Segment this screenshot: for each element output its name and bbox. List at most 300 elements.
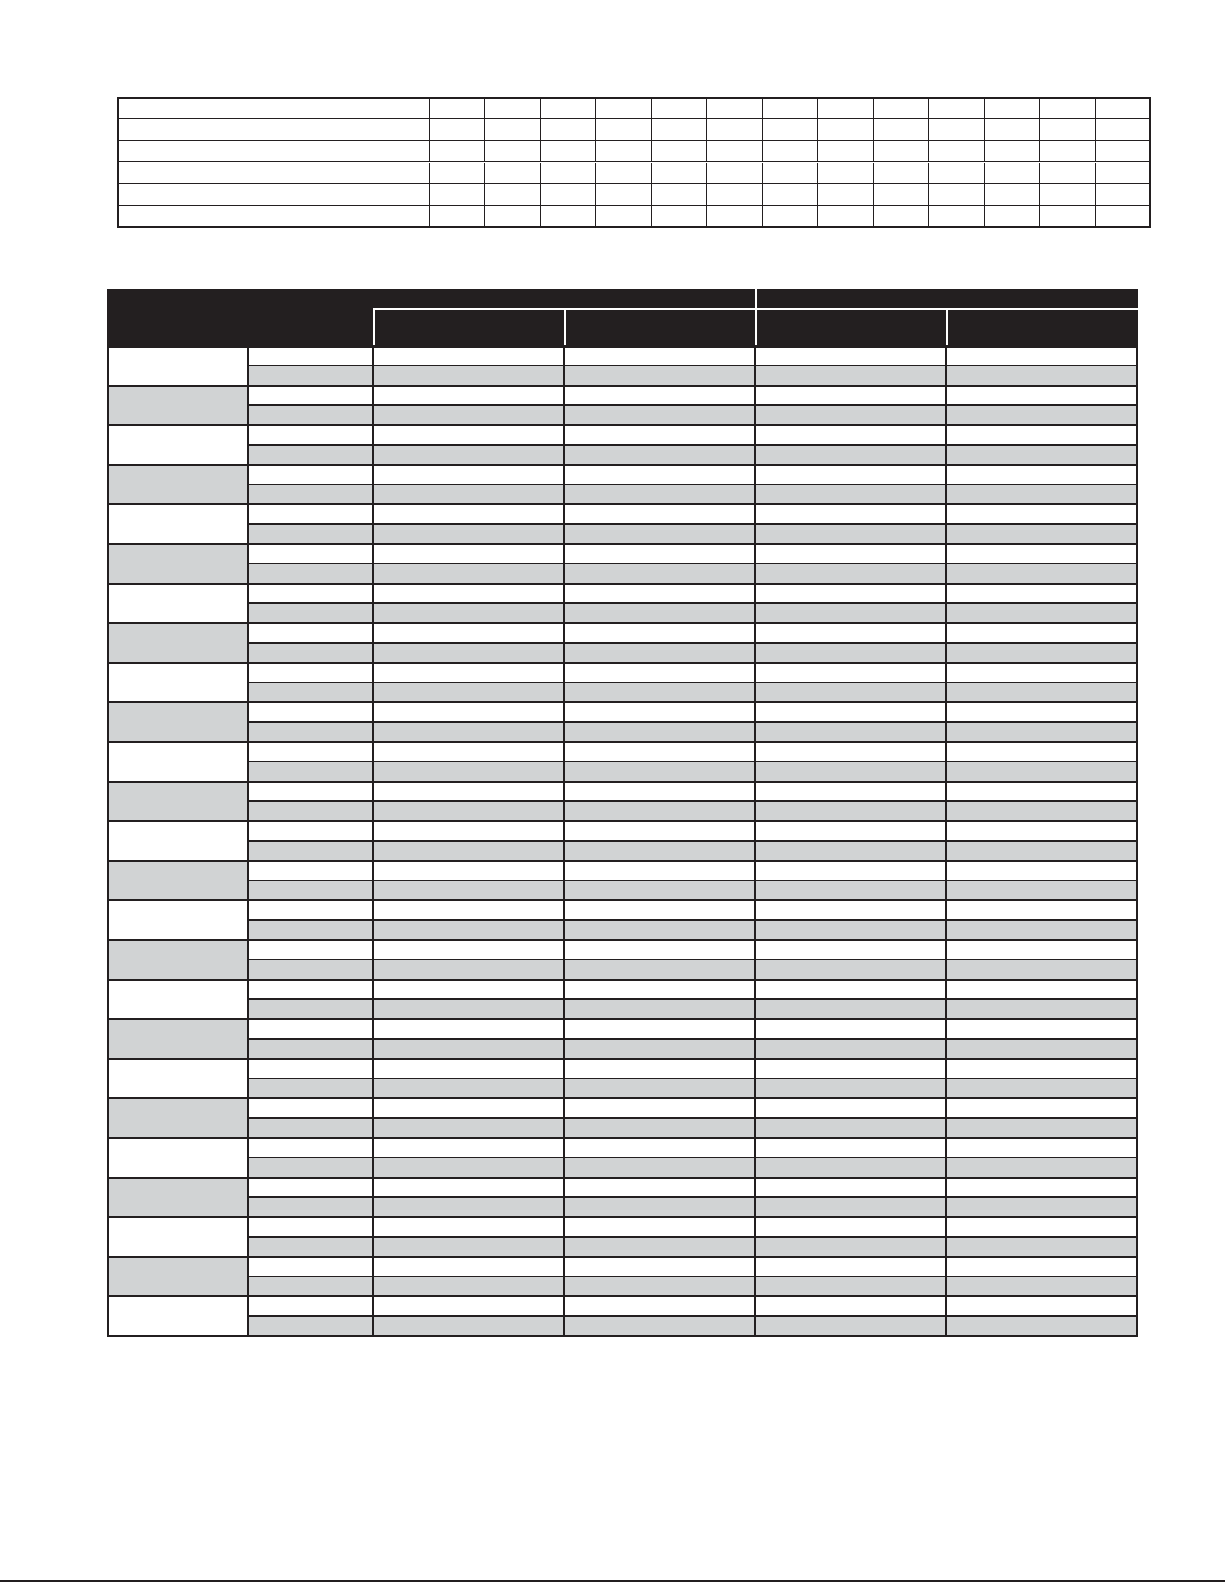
- table-cell: [373, 643, 564, 663]
- table-cell: [373, 405, 564, 425]
- group-rule: [107, 345, 1138, 347]
- table-cell: [755, 1079, 946, 1099]
- top-grid-cell: [596, 206, 651, 228]
- group-label-cell: [107, 980, 248, 1020]
- table-cell: [373, 623, 564, 643]
- top-grid-cell: [485, 184, 540, 206]
- table-cell: [248, 1217, 373, 1237]
- table-cell: [564, 742, 755, 762]
- group-label-cell: [107, 425, 248, 465]
- top-grid-cell: [707, 97, 762, 119]
- table-cell: [946, 1118, 1138, 1138]
- group-rule: [107, 820, 1138, 822]
- table-cell: [373, 940, 564, 960]
- table-cell: [755, 1296, 946, 1316]
- table-cell: [564, 564, 755, 584]
- group-label-cell: [107, 1019, 248, 1059]
- table-cell: [248, 980, 373, 1000]
- top-grid-cell: [874, 184, 929, 206]
- top-grid-cell: [652, 184, 707, 206]
- group-rule: [107, 1018, 1138, 1020]
- table-cell: [946, 782, 1138, 802]
- table-cell: [946, 1296, 1138, 1316]
- column-rule: [247, 346, 249, 1336]
- header-separator: [755, 289, 757, 346]
- table-cell: [946, 504, 1138, 524]
- group-label-cell: [107, 504, 248, 544]
- top-grid-cell: [763, 119, 818, 141]
- top-grid-cell: [652, 119, 707, 141]
- row-rule: [248, 365, 1138, 367]
- table-cell: [564, 1257, 755, 1277]
- table-cell: [946, 722, 1138, 742]
- row-rule: [248, 1315, 1138, 1317]
- table-cell: [755, 940, 946, 960]
- table-cell: [755, 722, 946, 742]
- table-cell: [373, 722, 564, 742]
- group-rule: [107, 741, 1138, 743]
- table-cell: [373, 841, 564, 861]
- table-cell: [946, 821, 1138, 841]
- group-label-cell: [107, 544, 248, 584]
- table-cell: [564, 920, 755, 940]
- table-cell: [248, 1277, 373, 1297]
- group-rule: [107, 1177, 1138, 1179]
- table-cell: [946, 386, 1138, 406]
- table-cell: [564, 762, 755, 782]
- group-rule: [107, 781, 1138, 783]
- table-cell: [248, 584, 373, 604]
- table-cell: [373, 861, 564, 881]
- table-cell: [248, 1098, 373, 1118]
- table-cell: [373, 900, 564, 920]
- top-grid-cell: [874, 206, 929, 228]
- top-grid-cell: [929, 163, 984, 185]
- table-cell: [564, 1098, 755, 1118]
- table-cell: [373, 683, 564, 703]
- table-cell: [564, 722, 755, 742]
- table-cell: [755, 584, 946, 604]
- group-label-cell: [107, 702, 248, 742]
- top-grid-cell: [929, 184, 984, 206]
- table-cell: [946, 801, 1138, 821]
- table-cell: [564, 1019, 755, 1039]
- group-rule: [107, 424, 1138, 426]
- header-group-b: [755, 289, 1138, 308]
- row-rule: [248, 602, 1138, 604]
- table-cell: [564, 1316, 755, 1336]
- table-cell: [755, 623, 946, 643]
- table-cell: [564, 683, 755, 703]
- table-cell: [373, 1098, 564, 1118]
- top-grid-table: [117, 97, 1161, 230]
- table-cell: [373, 1178, 564, 1198]
- table-cell: [248, 920, 373, 940]
- top-grid-cell: [929, 97, 984, 119]
- table-cell: [946, 861, 1138, 881]
- column-rule: [754, 346, 756, 1336]
- table-cell: [248, 801, 373, 821]
- group-label-cell: [107, 1257, 248, 1297]
- top-grid-cell: [541, 206, 596, 228]
- table-cell: [564, 900, 755, 920]
- top-grid-label-cell: [117, 163, 430, 185]
- table-cell: [755, 980, 946, 1000]
- table-cell: [755, 564, 946, 584]
- table-cell: [755, 782, 946, 802]
- group-rule: [107, 939, 1138, 941]
- top-grid-cell: [1040, 184, 1095, 206]
- group-rule: [107, 662, 1138, 664]
- table-cell: [564, 584, 755, 604]
- table-cell: [755, 762, 946, 782]
- table-cell: [564, 1296, 755, 1316]
- table-cell: [373, 1197, 564, 1217]
- group-label-cell: [107, 465, 248, 505]
- row-rule: [248, 404, 1138, 406]
- table-cell: [755, 1277, 946, 1297]
- table-cell: [946, 940, 1138, 960]
- top-grid-cell: [818, 119, 873, 141]
- main-data-table: [107, 289, 1152, 1350]
- table-cell: [755, 1316, 946, 1336]
- top-grid-cell: [1096, 206, 1151, 228]
- row-rule: [248, 919, 1138, 921]
- column-rule: [372, 346, 374, 1336]
- table-cell: [564, 940, 755, 960]
- table-cell: [564, 544, 755, 564]
- table-cell: [755, 683, 946, 703]
- top-grid-cell: [430, 119, 485, 141]
- table-cell: [248, 445, 373, 465]
- group-label-cell: [107, 742, 248, 782]
- header-subcol: [564, 310, 755, 346]
- top-grid-cell: [707, 206, 762, 228]
- row-rule: [248, 444, 1138, 446]
- table-cell: [755, 1158, 946, 1178]
- group-rule: [107, 860, 1138, 862]
- table-cell: [248, 1296, 373, 1316]
- table-cell: [373, 504, 564, 524]
- table-cell: [373, 1039, 564, 1059]
- top-grid-cell: [763, 141, 818, 163]
- table-cell: [946, 762, 1138, 782]
- table-cell: [248, 1158, 373, 1178]
- table-cell: [373, 801, 564, 821]
- table-cell: [373, 1019, 564, 1039]
- table-cell: [373, 742, 564, 762]
- table-cell: [946, 663, 1138, 683]
- group-rule: [107, 583, 1138, 585]
- row-rule: [248, 1276, 1138, 1278]
- group-rule: [107, 701, 1138, 703]
- table-cell: [564, 465, 755, 485]
- table-cell: [564, 1039, 755, 1059]
- table-cell: [564, 782, 755, 802]
- group-rule: [107, 1137, 1138, 1139]
- table-cell: [946, 1316, 1138, 1336]
- table-cell: [755, 1217, 946, 1237]
- table-cell: [373, 465, 564, 485]
- top-grid-cell: [985, 141, 1040, 163]
- top-grid-cell: [985, 184, 1040, 206]
- top-grid-cell: [596, 119, 651, 141]
- table-cell: [248, 1118, 373, 1138]
- table-cell: [373, 425, 564, 445]
- row-rule: [248, 642, 1138, 644]
- table-cell: [946, 564, 1138, 584]
- row-rule: [248, 800, 1138, 802]
- group-rule: [107, 1216, 1138, 1218]
- table-cell: [564, 861, 755, 881]
- table-cell: [755, 841, 946, 861]
- group-rule: [107, 385, 1138, 387]
- table-cell: [248, 782, 373, 802]
- table-cell: [373, 1079, 564, 1099]
- table-cell: [373, 821, 564, 841]
- table-cell: [755, 524, 946, 544]
- top-grid-cell: [541, 163, 596, 185]
- table-cell: [755, 1098, 946, 1118]
- table-cell: [248, 722, 373, 742]
- row-rule: [248, 1236, 1138, 1238]
- table-cell: [248, 1019, 373, 1039]
- row-rule: [248, 761, 1138, 763]
- table-cell: [755, 999, 946, 1019]
- group-label-cell: [107, 346, 248, 386]
- header-subcol: [946, 310, 1138, 346]
- group-rule: [107, 899, 1138, 901]
- table-cell: [373, 1217, 564, 1237]
- header-subcol: [755, 310, 946, 346]
- table-cell: [564, 1217, 755, 1237]
- table-cell: [248, 702, 373, 722]
- group-rule: [107, 1295, 1138, 1297]
- table-cell: [755, 801, 946, 821]
- table-cell: [755, 485, 946, 505]
- table-cell: [564, 1237, 755, 1257]
- top-grid-cell: [1096, 163, 1151, 185]
- table-cell: [755, 1197, 946, 1217]
- top-grid-cell: [707, 119, 762, 141]
- header-separator: [946, 308, 948, 346]
- group-label-cell: [107, 900, 248, 940]
- top-grid-cell: [763, 206, 818, 228]
- row-rule: [248, 682, 1138, 684]
- table-cell: [373, 584, 564, 604]
- top-grid-cell: [1096, 119, 1151, 141]
- table-cell: [755, 405, 946, 425]
- table-cell: [248, 346, 373, 366]
- table-cell: [564, 663, 755, 683]
- top-grid-cell: [707, 141, 762, 163]
- top-grid-cell: [929, 119, 984, 141]
- group-label-cell: [107, 782, 248, 822]
- header-separator: [564, 308, 566, 346]
- top-grid-cell: [874, 119, 929, 141]
- table-cell: [564, 366, 755, 386]
- top-grid-label-cell: [117, 184, 430, 206]
- table-cell: [564, 405, 755, 425]
- group-rule: [107, 622, 1138, 624]
- table-cell: [946, 405, 1138, 425]
- group-rule: [107, 1097, 1138, 1099]
- table-cell: [564, 999, 755, 1019]
- table-cell: [373, 524, 564, 544]
- row-rule: [248, 998, 1138, 1000]
- table-cell: [755, 702, 946, 722]
- row-rule: [248, 840, 1138, 842]
- table-cell: [564, 821, 755, 841]
- table-cell: [755, 920, 946, 940]
- top-grid-cell: [596, 141, 651, 163]
- top-grid-cell: [929, 141, 984, 163]
- top-grid-label-cell: [117, 97, 430, 119]
- top-grid-cell: [874, 97, 929, 119]
- table-cell: [248, 603, 373, 623]
- table-cell: [946, 920, 1138, 940]
- table-cell: [373, 1237, 564, 1257]
- table-cell: [248, 504, 373, 524]
- table-cell: [564, 841, 755, 861]
- table-cell: [946, 544, 1138, 564]
- table-cell: [373, 980, 564, 1000]
- row-rule: [248, 880, 1138, 882]
- table-cell: [564, 881, 755, 901]
- table-cell: [564, 485, 755, 505]
- top-grid-cell: [1040, 119, 1095, 141]
- top-grid-cell: [818, 206, 873, 228]
- header-col1: [107, 289, 248, 346]
- table-cell: [248, 861, 373, 881]
- table-cell: [946, 1098, 1138, 1118]
- group-label-cell: [107, 1138, 248, 1178]
- table-cell: [373, 346, 564, 366]
- table-cell: [248, 1237, 373, 1257]
- table-cell: [564, 603, 755, 623]
- top-grid-cell: [1040, 206, 1095, 228]
- table-cell: [946, 683, 1138, 703]
- table-cell: [946, 702, 1138, 722]
- table-cell: [755, 960, 946, 980]
- table-cell: [946, 1257, 1138, 1277]
- table-cell: [564, 960, 755, 980]
- table-cell: [248, 999, 373, 1019]
- table-cell: [373, 485, 564, 505]
- top-grid-cell: [1096, 141, 1151, 163]
- table-cell: [564, 1059, 755, 1079]
- top-grid-cell: [818, 184, 873, 206]
- header-group-a: [373, 289, 755, 308]
- table-cell: [373, 603, 564, 623]
- table-cell: [755, 663, 946, 683]
- group-label-cell: [107, 940, 248, 980]
- table-cell: [248, 564, 373, 584]
- row-rule: [248, 1157, 1138, 1159]
- table-cell: [946, 1019, 1138, 1039]
- top-grid-cell: [985, 206, 1040, 228]
- table-cell: [564, 504, 755, 524]
- group-label-cell: [107, 623, 248, 663]
- table-cell: [755, 821, 946, 841]
- table-cell: [248, 960, 373, 980]
- top-grid-cell: [485, 119, 540, 141]
- table-cell: [373, 782, 564, 802]
- table-cell: [755, 603, 946, 623]
- group-label-cell: [107, 1217, 248, 1257]
- top-grid-cell: [485, 206, 540, 228]
- table-cell: [373, 1138, 564, 1158]
- table-cell: [755, 1138, 946, 1158]
- table-cell: [946, 742, 1138, 762]
- table-cell: [248, 623, 373, 643]
- table-cell: [564, 524, 755, 544]
- table-cell: [373, 1118, 564, 1138]
- table-cell: [755, 1019, 946, 1039]
- table-cell: [946, 1079, 1138, 1099]
- group-label-cell: [107, 1059, 248, 1099]
- top-grid-cell: [430, 163, 485, 185]
- top-grid-cell: [652, 163, 707, 185]
- top-grid-cell: [874, 141, 929, 163]
- table-cell: [373, 1257, 564, 1277]
- table-cell: [755, 445, 946, 465]
- top-grid-cell: [763, 163, 818, 185]
- table-cell: [373, 366, 564, 386]
- table-cell: [373, 1158, 564, 1178]
- top-grid-cell: [652, 141, 707, 163]
- top-grid-cell: [541, 97, 596, 119]
- table-cell: [755, 1059, 946, 1079]
- table-cell: [946, 643, 1138, 663]
- top-grid-cell: [1096, 184, 1151, 206]
- top-grid-cell: [707, 184, 762, 206]
- row-rule: [248, 721, 1138, 723]
- row-rule: [248, 1196, 1138, 1198]
- table-cell: [248, 366, 373, 386]
- table-cell: [564, 1277, 755, 1297]
- table-cell: [248, 1039, 373, 1059]
- table-cell: [373, 1059, 564, 1079]
- table-cell: [564, 980, 755, 1000]
- top-grid-cell: [929, 206, 984, 228]
- top-grid-cell: [541, 119, 596, 141]
- table-cell: [248, 425, 373, 445]
- column-rule: [945, 346, 947, 1336]
- table-cell: [373, 999, 564, 1019]
- table-cell: [248, 1059, 373, 1079]
- table-cell: [755, 881, 946, 901]
- top-grid-cell: [485, 163, 540, 185]
- table-cell: [755, 544, 946, 564]
- table-cell: [755, 742, 946, 762]
- table-cell: [373, 663, 564, 683]
- top-grid-cell: [985, 97, 1040, 119]
- table-cell: [946, 1237, 1138, 1257]
- table-cell: [248, 841, 373, 861]
- table-cell: [946, 1158, 1138, 1178]
- table-cell: [755, 900, 946, 920]
- table-cell: [946, 584, 1138, 604]
- table-cell: [564, 702, 755, 722]
- table-cell: [946, 603, 1138, 623]
- top-grid-cell: [985, 119, 1040, 141]
- table-cell: [564, 643, 755, 663]
- group-rule: [107, 503, 1138, 505]
- table-cell: [755, 1237, 946, 1257]
- table-cell: [248, 386, 373, 406]
- table-cell: [373, 960, 564, 980]
